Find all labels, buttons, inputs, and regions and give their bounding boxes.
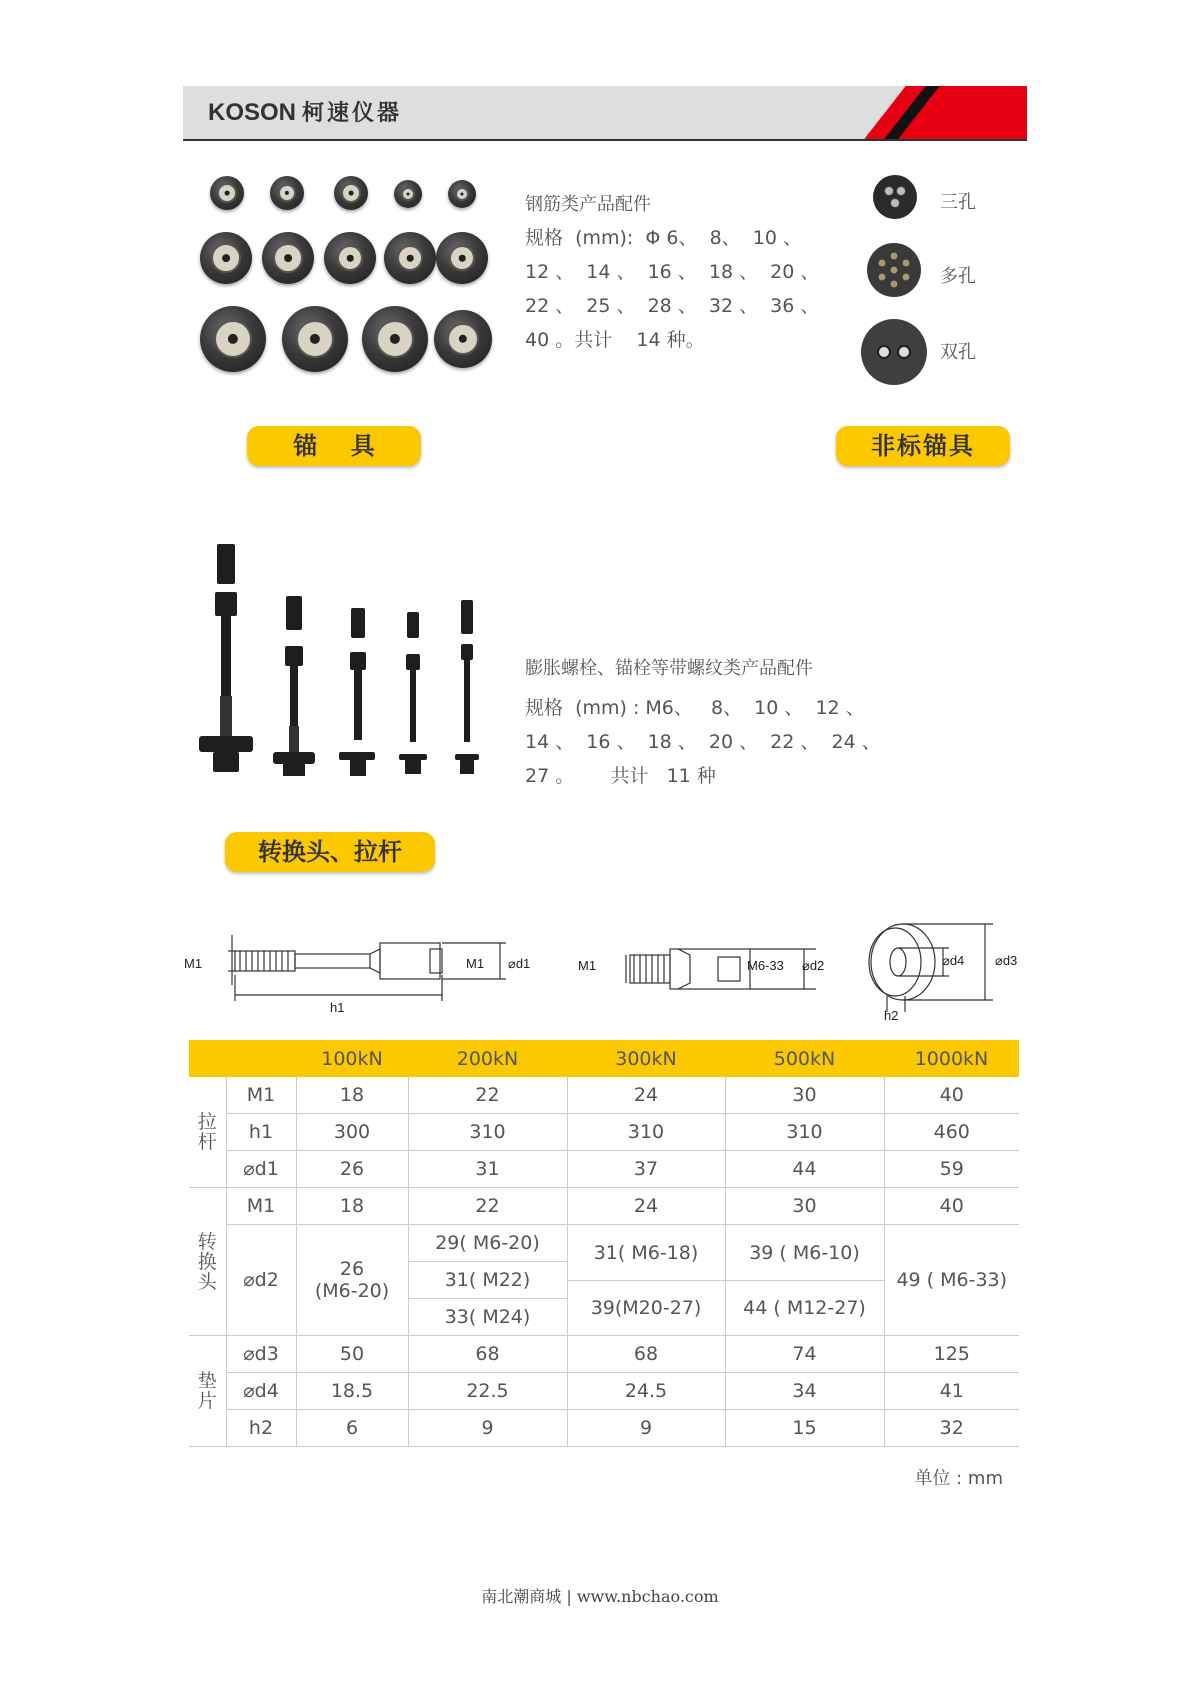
nonstd-anchor-section-label: 非标锚具 <box>836 426 1010 466</box>
table-cell: 68 <box>408 1336 567 1373</box>
rod-m1-inner-label: M1 <box>466 956 485 971</box>
table-cell: 34 <box>725 1373 884 1410</box>
unit-note: 单位 : mm <box>914 1468 1003 1489</box>
param-label: M1 <box>226 1077 296 1114</box>
rod-m1-label: M1 <box>184 956 203 971</box>
brand-logo <box>208 96 402 127</box>
anchor-disc <box>436 232 488 284</box>
adapter-drawing <box>590 935 830 1005</box>
washer-drawing <box>865 920 1035 1020</box>
table-cell: 32 <box>884 1410 1019 1447</box>
table-row <box>189 1410 1019 1447</box>
anchor-disc <box>200 306 266 372</box>
param-label: M1 <box>226 1188 296 1225</box>
bolt-spec-line: 14 、 16 、 18 、 20 、 22 、 24 、 <box>525 731 881 753</box>
param-label: ⌀d2 <box>226 1225 296 1336</box>
column-header: 500kN <box>725 1040 884 1077</box>
table-cell: 125 <box>884 1336 1019 1373</box>
table-cell: 31 <box>408 1151 567 1188</box>
page-header <box>183 86 1027 141</box>
rebar-spec-line: 规格 (mm): Φ 6、 8、 10 、 <box>525 227 802 249</box>
table-cell: 50 <box>296 1336 408 1373</box>
table-cell: 68 <box>567 1336 725 1373</box>
table-cell: 24 <box>567 1188 725 1225</box>
three-hole-label: 三孔 <box>940 192 976 213</box>
table-cell: 9 <box>408 1410 567 1447</box>
spec-table <box>189 1040 1019 1447</box>
table-row <box>189 1373 1019 1410</box>
param-label: ⌀d4 <box>226 1373 296 1410</box>
table-cell: 31( M6-18) 39(M20-27) <box>567 1225 725 1336</box>
table-cell: 59 <box>884 1151 1019 1188</box>
rebar-spec-line: 22 、 25 、 28 、 32 、 36 、 <box>525 295 820 317</box>
bolt-spec-title: 膨胀螺栓、锚栓等带螺纹类产品配件 <box>525 658 813 679</box>
table-cell: 6 <box>296 1410 408 1447</box>
table-cell: 40 <box>884 1077 1019 1114</box>
table-cell: 300 <box>296 1114 408 1151</box>
anchor-disc <box>282 306 348 372</box>
adapter-rod-section-label: 转换头、拉杆 <box>225 832 435 872</box>
table-row <box>189 1188 1019 1225</box>
anchor-disc <box>334 176 368 210</box>
rod-drawing <box>180 925 540 1015</box>
table-header-row <box>189 1040 1019 1077</box>
adapter-d2-label: ⌀d2 <box>802 958 825 973</box>
group-label-washer: 垫片 <box>189 1336 226 1447</box>
table-cell: 41 <box>884 1373 1019 1410</box>
three-hole-anchor-icon <box>872 174 918 220</box>
table-cell: 49 ( M6-33) <box>884 1225 1019 1336</box>
table-row <box>189 1114 1019 1151</box>
table-row <box>189 1077 1019 1114</box>
double-hole-label: 双孔 <box>940 342 976 363</box>
anchor-disc <box>394 180 422 208</box>
param-label: ⌀d1 <box>226 1151 296 1188</box>
adapter-m1-label: M1 <box>578 958 597 973</box>
anchor-disc <box>210 176 244 210</box>
bolt-spec-line: 规格 (mm) : M6、 8、 10 、 12 、 <box>525 697 865 719</box>
anchor-disc <box>448 180 476 208</box>
table-cell: 22 <box>408 1188 567 1225</box>
table-row <box>189 1151 1019 1188</box>
param-label: ⌀d3 <box>226 1336 296 1373</box>
rebar-spec-line: 40 。共计 14 种。 <box>525 329 705 351</box>
param-label: h2 <box>226 1410 296 1447</box>
rod-h1-label: h1 <box>330 1000 345 1015</box>
table-cell: 40 <box>884 1188 1019 1225</box>
table-cell: 31( M22) <box>408 1262 567 1299</box>
table-cell: 33( M24) <box>408 1299 567 1336</box>
table-cell: 18 <box>296 1188 408 1225</box>
anchor-disc <box>200 232 252 284</box>
multi-hole-label: 多孔 <box>940 266 976 287</box>
anchor-disc <box>362 306 428 372</box>
anchor-section-label: 锚 具 <box>247 426 421 466</box>
group-label-rod: 拉杆 <box>189 1077 226 1188</box>
brand-en: KOSON <box>208 99 297 126</box>
washer-d3-label: ⌀d3 <box>995 953 1018 968</box>
rod-d1-label: ⌀d1 <box>508 956 531 971</box>
rebar-spec-title: 钢筋类产品配件 <box>525 194 651 215</box>
table-cell: 24 <box>567 1077 725 1114</box>
table-cell: 22 <box>408 1077 567 1114</box>
table-cell: 26 <box>296 1151 408 1188</box>
table-cell: 39 ( M6-10) 44 ( M12-27) <box>725 1225 884 1336</box>
param-label: h1 <box>226 1114 296 1151</box>
table-cell: 15 <box>725 1410 884 1447</box>
adapter-m6-label: M6-33 <box>747 958 784 973</box>
table-cell: 310 <box>567 1114 725 1151</box>
bolt-spec-line: 27 。 共计 11 种 <box>525 765 716 787</box>
column-header: 100kN <box>296 1040 408 1077</box>
column-header: 200kN <box>408 1040 567 1077</box>
table-cell: 74 <box>725 1336 884 1373</box>
table-row <box>189 1336 1019 1373</box>
table-cell: 18.5 <box>296 1373 408 1410</box>
table-cell: 18 <box>296 1077 408 1114</box>
rebar-spec-line: 12 、 14 、 16 、 18 、 20 、 <box>525 261 820 283</box>
brand-cn: 柯速仪器 <box>302 101 403 126</box>
table-cell: 44 <box>725 1151 884 1188</box>
multi-hole-anchor-icon <box>866 242 922 298</box>
column-header: 300kN <box>567 1040 725 1077</box>
table-cell: 310 <box>408 1114 567 1151</box>
table-cell: 310 <box>725 1114 884 1151</box>
table-cell: 37 <box>567 1151 725 1188</box>
table-cell: 30 <box>725 1188 884 1225</box>
double-hole-anchor-icon <box>860 318 928 386</box>
rods-photo <box>195 540 485 800</box>
table-cell: 460 <box>884 1114 1019 1151</box>
table-row <box>189 1225 1019 1262</box>
anchor-disc <box>324 232 376 284</box>
anchor-disc <box>434 310 492 368</box>
table-cell: 30 <box>725 1077 884 1114</box>
washer-h2-label: h2 <box>884 1008 899 1023</box>
group-label-adapter: 转换头 <box>189 1188 226 1336</box>
anchor-disc <box>262 232 314 284</box>
table-cell: 24.5 <box>567 1373 725 1410</box>
footer-text: 南北潮商城 | www.nbchao.com <box>481 1587 719 1606</box>
table-cell: 29( M6-20) <box>408 1225 567 1262</box>
anchor-disc <box>270 176 304 210</box>
table-cell: 9 <box>567 1410 725 1447</box>
anchor-disc <box>384 232 436 284</box>
table-cell: 26 (M6-20) <box>296 1225 408 1336</box>
column-header: 1000kN <box>884 1040 1019 1077</box>
table-cell: 22.5 <box>408 1373 567 1410</box>
washer-d4-label: ⌀d4 <box>942 953 965 968</box>
